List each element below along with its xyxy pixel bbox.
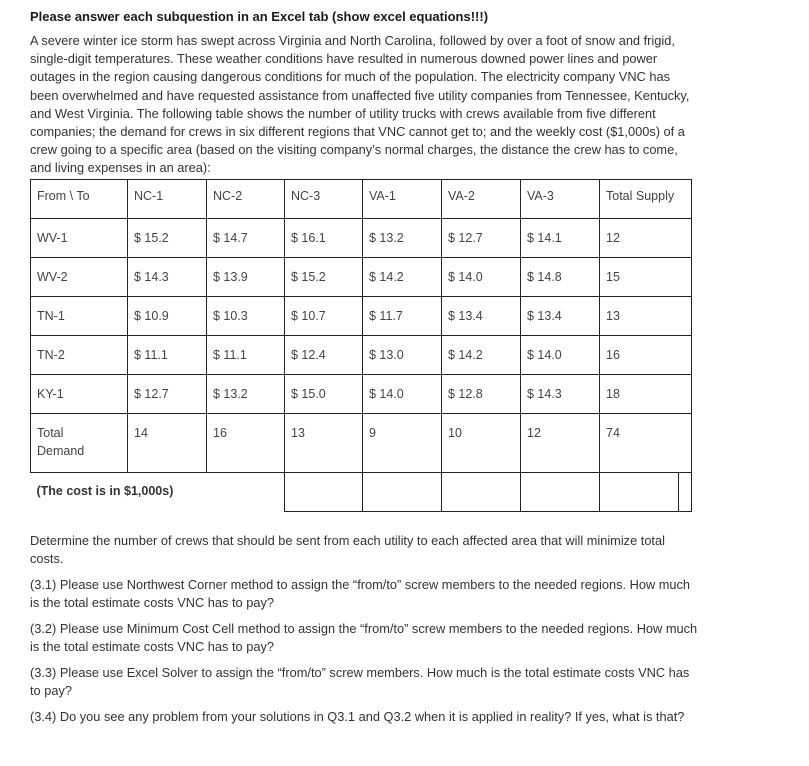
transportation-table — [30, 179, 692, 512]
cost-cell: $ 10.9 — [128, 296, 207, 335]
table-row — [31, 218, 692, 257]
demand-cell: 9 — [363, 413, 442, 472]
corner-header: From \ To — [31, 179, 128, 218]
column-header: NC-3 — [285, 179, 363, 218]
cost-cell: $ 14.0 — [442, 257, 521, 296]
cost-cell: $ 14.2 — [442, 335, 521, 374]
demand-label-line2: Demand — [37, 443, 85, 458]
cost-cell: $ 14.8 — [521, 257, 600, 296]
supply-cell: 13 — [600, 296, 692, 335]
cost-cell: $ 14.0 — [363, 374, 442, 413]
cost-cell: $ 12.7 — [128, 374, 207, 413]
question-3-4: (3.4) Do you see any problem from your solutions in Q3.1 and Q3.2 when it is applied in reality? If yes, what is that? — [30, 708, 685, 724]
demand-row — [31, 413, 692, 472]
cost-cell: $ 16.1 — [285, 218, 363, 257]
empty-cell — [363, 472, 442, 511]
table-row — [31, 296, 692, 335]
cost-cell: $ 11.1 — [128, 335, 207, 374]
supply-cell: 16 — [600, 335, 692, 374]
cost-cell: $ 12.8 — [442, 374, 521, 413]
cost-cell: $ 15.2 — [285, 257, 363, 296]
column-header: NC-2 — [207, 179, 285, 218]
column-header: NC-1 — [128, 179, 207, 218]
cost-cell: $ 14.7 — [207, 218, 285, 257]
cost-cell: $ 13.2 — [207, 374, 285, 413]
cost-cell: $ 13.4 — [521, 296, 600, 335]
column-header: Total Supply — [600, 179, 692, 218]
cost-cell: $ 13.2 — [363, 218, 442, 257]
table-row — [31, 374, 692, 413]
demand-cell: 16 — [207, 413, 285, 472]
cost-cell: $ 13.4 — [442, 296, 521, 335]
question-lead: Determine the number of crews that should be sent from each utility to each affected area that will minimize total costs. — [30, 532, 665, 566]
problem-intro: A severe winter ice storm has swept across Virginia and North Carolina, followed by over a foot of snow and frigid, single-digit temperatures. These weather conditions have resulted in numerous downed power lines and power outages in the region causing dangerous conditions for much of the population. The electricity company VNC has been overwhelmed and have requested assistance from unaffected five utility companies from Tennessee, Kentucky, and West Virginia. The following table shows the number of utility trucks with crews available from five different companies; the demand for crews in six different regions that VNC cannot get to; and the weekly cost ($1,000s) of a crew going to a specific area (based on the visiting company’s normal charges, the distance the crew has to come, and living expenses in an area): — [30, 33, 690, 176]
cost-cell: $ 12.4 — [285, 335, 363, 374]
empty-cell — [285, 472, 363, 511]
supply-cell: 18 — [600, 374, 692, 413]
table-row — [31, 257, 692, 296]
empty-cell — [521, 472, 600, 511]
supply-cell: 12 — [600, 218, 692, 257]
demand-cell: 13 — [285, 413, 363, 472]
column-header: VA-2 — [442, 179, 521, 218]
cost-cell: $ 10.7 — [285, 296, 363, 335]
column-header: VA-3 — [521, 179, 600, 218]
demand-cell: 14 — [128, 413, 207, 472]
row-label: WV-1 — [31, 218, 128, 257]
row-label: TN-1 — [31, 296, 128, 335]
table-row — [31, 335, 692, 374]
column-header: VA-1 — [363, 179, 442, 218]
cost-cell: $ 15.0 — [285, 374, 363, 413]
row-label: WV-2 — [31, 257, 128, 296]
demand-total-cell: 74 — [600, 413, 692, 472]
note-row — [31, 472, 692, 511]
row-label: TN-2 — [31, 335, 128, 374]
cost-cell: $ 14.0 — [521, 335, 600, 374]
cost-cell: $ 11.1 — [207, 335, 285, 374]
cost-cell: $ 10.3 — [207, 296, 285, 335]
cost-cell: $ 11.7 — [363, 296, 442, 335]
cost-cell: $ 14.3 — [521, 374, 600, 413]
empty-cell — [600, 472, 692, 511]
instruction-heading: Please answer each subquestion in an Excel tab (show excel equations!!!) — [30, 9, 489, 24]
table-header-row — [31, 179, 692, 218]
cost-cell: $ 15.2 — [128, 218, 207, 257]
empty-cell — [442, 472, 521, 511]
cost-cell: $ 13.9 — [207, 257, 285, 296]
question-3-1: (3.1) Please use Northwest Corner method to assign the “from/to” screw members to the needed regions. How much is the total estimate costs VNC has to pay? — [30, 576, 691, 610]
demand-label — [31, 413, 128, 472]
demand-label-line1: Total — [37, 425, 64, 440]
supply-cell: 15 — [600, 257, 692, 296]
question-3-3: (3.3) Please use Excel Solver to assign the “from/to” screw members. How much is the total estimate costs VNC has to pay? — [30, 664, 690, 698]
cost-cell: $ 14.1 — [521, 218, 600, 257]
question-3-2: (3.2) Please use Minimum Cost Cell method to assign the “from/to” screw members to the needed regions. How much is the total estimate costs VNC has to pay? — [30, 620, 698, 654]
row-label: KY-1 — [31, 374, 128, 413]
cost-cell: $ 13.0 — [363, 335, 442, 374]
cost-cell: $ 14.2 — [363, 257, 442, 296]
demand-cell: 10 — [442, 413, 521, 472]
demand-cell: 12 — [521, 413, 600, 472]
cost-cell: $ 12.7 — [442, 218, 521, 257]
document — [30, 8, 700, 734]
cost-cell: $ 14.3 — [128, 257, 207, 296]
cost-unit-note: (The cost is in $1,000s) — [31, 472, 285, 511]
questions-section — [30, 532, 700, 726]
extra-border-line — [678, 472, 679, 512]
